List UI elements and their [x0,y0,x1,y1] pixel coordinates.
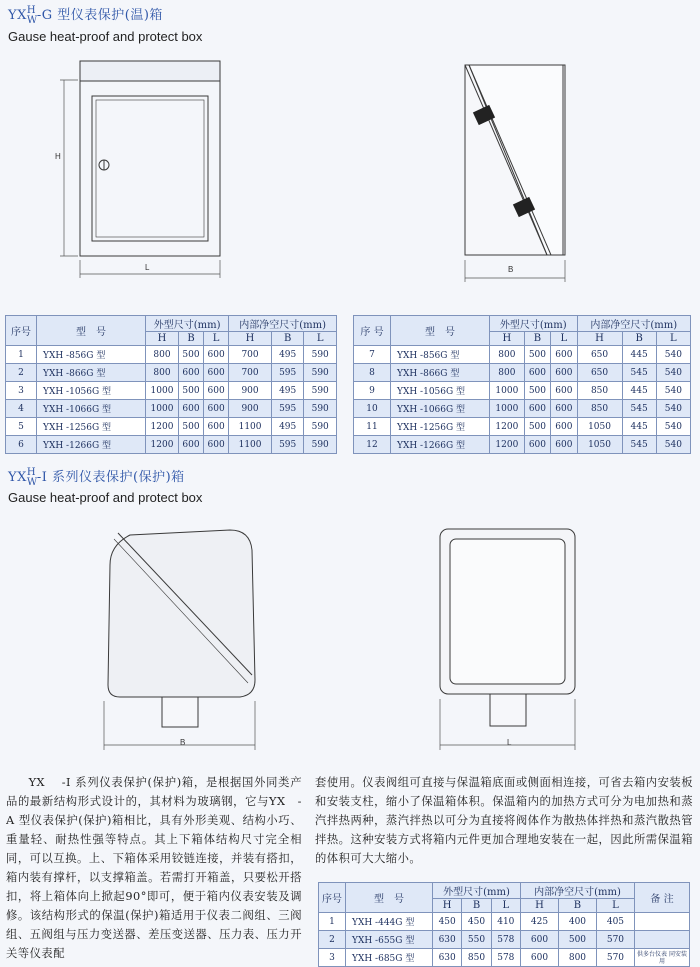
cell-il: 570 [596,949,634,967]
cell-oh: 1200 [146,436,179,454]
cell-il: 590 [304,418,337,436]
cell-seq: 8 [354,364,391,382]
cell-oh: 450 [433,913,462,931]
cell-ih: 600 [520,949,558,967]
table-row [354,346,691,364]
table-row [6,364,337,382]
cell-ol: 600 [551,400,577,418]
description-left: YX -I 系列仪表保护(保护)箱，是根据国外同类产品的最新结构形式设计的，其材料为玻璃钢，它与YX -A 型仪表保护(保护)箱相比，具有外形美观、结构小巧、重量轻、耐热性强等特点。其上下箱体结构尺寸完全相同，可以互换。上、下箱体采用铰链连接，并装有搭扣，箱内装有撑杆，以支撑箱盖。若需打开箱盖，只要松开搭扣，将上箱体向上掀起90°即可，便于箱内仪表安装及调修。该结构形式的保温(保护)箱适用于仪表二阀组、三阀组、五阀组与压力变送器、差压变送器、压力表、压力开关等仪表配 [6,776,302,960]
cell-ob: 500 [178,418,203,436]
cell-il: 590 [304,382,337,400]
cell-seq: 3 [319,949,346,967]
cell-oh: 800 [146,346,179,364]
col-outer: 外型尺寸(mm) [433,883,521,899]
cell-ih: 700 [229,364,272,382]
cell-ol: 578 [491,931,520,949]
cell-seq: 2 [319,931,346,949]
title-superscript: H W [26,466,38,488]
table-row [354,400,691,418]
table-row [319,931,690,949]
table3-body [319,913,690,967]
spec-table-3 [318,882,690,967]
table-row [354,418,691,436]
col-oh: H [146,332,179,346]
col-remark: 备 注 [635,883,690,913]
cell-oh: 630 [433,931,462,949]
dim-b2-label: B [180,738,186,747]
col-oh: H [490,332,525,346]
cell-ol: 600 [551,436,577,454]
cell-ih: 850 [577,382,622,400]
section2-subtitle: Gause heat-proof and protect box [8,490,203,505]
cell-model: YXH -1066G 型 [391,400,490,418]
table-row [319,913,690,931]
cell-ol: 410 [491,913,520,931]
table2-body [354,346,691,454]
protect-box-side-view [90,525,270,755]
cell-ih: 900 [229,382,272,400]
cell-ob: 600 [178,436,203,454]
cell-model: YXH -685G 型 [346,949,433,967]
cell-oh: 1000 [490,382,525,400]
cell-ob: 450 [462,913,491,931]
col-ob: B [462,899,491,913]
cell-ih: 1050 [577,436,622,454]
table1-body [6,346,337,454]
cell-seq: 5 [6,418,37,436]
table-row [6,382,337,400]
cell-oh: 1000 [146,382,179,400]
cell-ih: 1100 [229,436,272,454]
cell-ih: 850 [577,400,622,418]
cell-ib: 595 [271,364,304,382]
section2-title [8,466,185,486]
cell-ih: 1050 [577,418,622,436]
cell-remark [635,913,690,931]
cell-il: 590 [304,346,337,364]
cell-model: YXH -1056G 型 [391,382,490,400]
table-row [6,418,337,436]
cell-ob: 550 [462,931,491,949]
cell-ol: 600 [204,382,229,400]
col-ol: L [491,899,520,913]
title-superscript: H W [26,4,38,26]
cell-remark [635,931,690,949]
cell-model: YXH -856G 型 [37,346,146,364]
cell-il: 540 [656,346,690,364]
table-row [354,436,691,454]
spec-table-1 [5,315,337,454]
cell-seq: 2 [6,364,37,382]
cell-il: 540 [656,364,690,382]
title-prefix: YX [8,8,27,23]
cell-model: YXH -1256G 型 [391,418,490,436]
cell-ib: 445 [622,418,656,436]
cell-ih: 650 [577,346,622,364]
cell-seq: 9 [354,382,391,400]
col-ol: L [204,332,229,346]
col-ib: B [622,332,656,346]
cell-ob: 600 [524,364,550,382]
title-suffix: -I 系列仪表保护(保护)箱 [36,470,185,485]
cell-model: YXH -866G 型 [37,364,146,382]
cell-model: YXH -1256G 型 [37,418,146,436]
cell-il: 570 [596,931,634,949]
cell-ob: 500 [524,382,550,400]
dim-b-label: B [508,265,514,274]
cell-ol: 600 [551,418,577,436]
cell-il: 540 [656,400,690,418]
cell-ob: 600 [178,364,203,382]
side-view-drawing [455,60,585,285]
cell-seq: 10 [354,400,391,418]
cell-ib: 595 [271,400,304,418]
cell-ol: 600 [204,346,229,364]
cell-seq: 7 [354,346,391,364]
section1-subtitle: Gause heat-proof and protect box [8,29,203,44]
col-il: L [304,332,337,346]
col-model: 型 号 [391,316,490,346]
cell-ib: 400 [558,913,596,931]
cell-model: YXH -1066G 型 [37,400,146,418]
protect-box-front-view [420,525,590,755]
cell-model: YXH -1266G 型 [391,436,490,454]
cell-oh: 800 [490,364,525,382]
cell-ib: 495 [271,418,304,436]
cell-ol: 578 [491,949,520,967]
col-outer: 外型尺寸(mm) [490,316,578,332]
dim-l2-label: L [507,738,512,747]
col-oh: H [433,899,462,913]
col-ob: B [524,332,550,346]
cell-ol: 600 [551,382,577,400]
cell-ib: 495 [271,346,304,364]
cell-model: YXH -856G 型 [391,346,490,364]
col-il: L [656,332,690,346]
cell-ob: 600 [178,400,203,418]
cell-seq: 1 [319,913,346,931]
cell-ob: 600 [524,436,550,454]
col-seq: 序号 [319,883,346,913]
cell-ib: 445 [622,382,656,400]
cell-ob: 500 [178,346,203,364]
cell-model: YXH -444G 型 [346,913,433,931]
cell-model: YXH -866G 型 [391,364,490,382]
table-row [354,364,691,382]
cell-seq: 11 [354,418,391,436]
cell-oh: 1200 [146,418,179,436]
cell-oh: 1000 [490,400,525,418]
cell-ol: 600 [551,346,577,364]
cell-ol: 600 [204,400,229,418]
dim-l-label: L [145,263,150,272]
col-ih: H [577,332,622,346]
cell-oh: 800 [146,364,179,382]
table-row [6,436,337,454]
col-ih: H [229,332,272,346]
col-ih: H [520,899,558,913]
cell-ih: 600 [520,931,558,949]
col-inner: 内部净空尺寸(mm) [229,316,337,332]
cell-ol: 600 [204,418,229,436]
dim-h-label: H [55,152,61,161]
cell-ib: 445 [622,346,656,364]
cell-ih: 650 [577,364,622,382]
cell-ob: 500 [524,418,550,436]
cell-oh: 630 [433,949,462,967]
cell-ib: 495 [271,382,304,400]
cell-il: 590 [304,400,337,418]
cell-seq: 4 [6,400,37,418]
title-prefix: YX [8,470,27,485]
cell-il: 540 [656,382,690,400]
cell-ib: 545 [622,436,656,454]
cell-ih: 425 [520,913,558,931]
cell-ib: 545 [622,364,656,382]
cell-ob: 850 [462,949,491,967]
col-ib: B [558,899,596,913]
cell-model: YXH -1056G 型 [37,382,146,400]
cell-seq: 12 [354,436,391,454]
cell-ih: 700 [229,346,272,364]
cell-il: 540 [656,436,690,454]
col-il: L [596,899,634,913]
cell-ob: 500 [178,382,203,400]
cell-seq: 3 [6,382,37,400]
cell-ih: 1100 [229,418,272,436]
cell-ib: 545 [622,400,656,418]
cell-ib: 595 [271,436,304,454]
cell-ol: 600 [204,436,229,454]
col-inner: 内部净空尺寸(mm) [520,883,634,899]
table-row [6,400,337,418]
cell-oh: 1200 [490,418,525,436]
col-ob: B [178,332,203,346]
cell-ih: 900 [229,400,272,418]
col-seq: 序 号 [354,316,391,346]
col-outer: 外型尺寸(mm) [146,316,229,332]
col-inner: 内部净空尺寸(mm) [577,316,690,332]
cell-il: 590 [304,364,337,382]
cell-oh: 1200 [490,436,525,454]
table-row [6,346,337,364]
cell-model: YXH -1266G 型 [37,436,146,454]
cell-remark: 供多台仪表 同安装用 [635,949,690,967]
cell-ib: 500 [558,931,596,949]
cell-seq: 6 [6,436,37,454]
cell-oh: 1000 [146,400,179,418]
col-model: 型 号 [37,316,146,346]
cell-oh: 800 [490,346,525,364]
col-ol: L [551,332,577,346]
cell-model: YXH -655G 型 [346,931,433,949]
col-model: 型 号 [346,883,433,913]
cell-il: 540 [656,418,690,436]
cell-il: 590 [304,436,337,454]
cell-il: 405 [596,913,634,931]
spec-table-2 [353,315,691,454]
col-ib: B [271,332,304,346]
cell-ib: 800 [558,949,596,967]
description-right: 套使用。仪表阀组可直接与保温箱底面或侧面相连接，可省去箱内安装板和安装支柱，缩小了保温箱体积。保温箱内的加热方式可分为电加热和蒸汽拌热两种，蒸汽拌热以可分为直接将阀体作为散热体拌热和蒸汽散热管拌热。这种安装方式将箱内元件更加合理地安装在一起，因此所需保温箱的体积可大大缩小。 [315,776,693,865]
cell-ol: 600 [551,364,577,382]
table-row [354,382,691,400]
title-suffix: -G 型仪表保护(温)箱 [36,8,163,23]
cell-seq: 1 [6,346,37,364]
cell-ob: 500 [524,346,550,364]
cell-ol: 600 [204,364,229,382]
cell-ob: 600 [524,400,550,418]
col-seq: 序号 [6,316,37,346]
